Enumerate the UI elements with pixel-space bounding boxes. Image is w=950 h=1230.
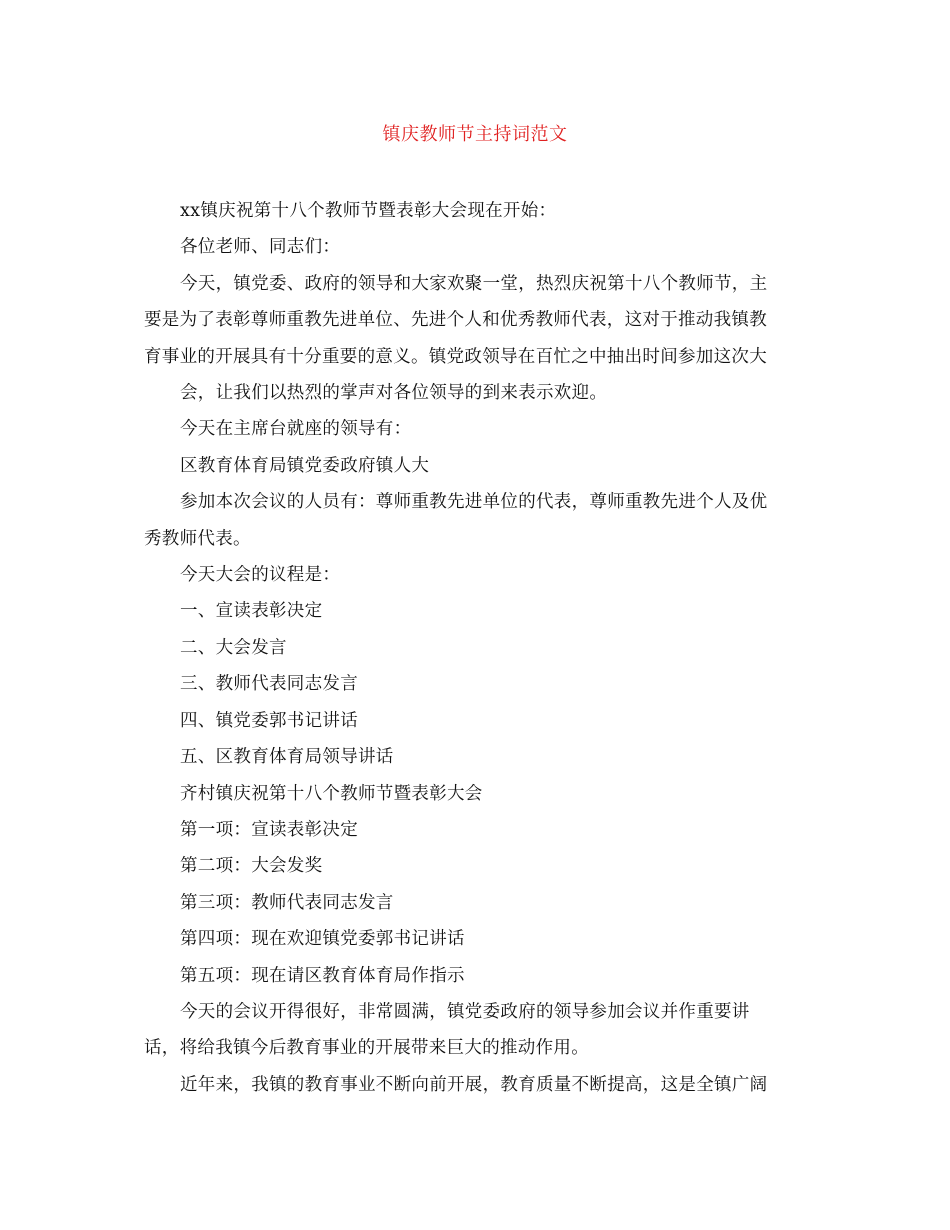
paragraph-line: xx镇庆祝第十八个教师节暨表彰大会现在开始： [180, 201, 557, 221]
paragraph-line: 第二项：大会发奖 [180, 856, 323, 877]
paragraph-line: 要是为了表彰尊师重教先进单位、先进个人和优秀教师代表，这对于推动我镇教 [144, 310, 767, 331]
paragraph-line: 区教育体育局镇党委政府镇人大 [180, 455, 430, 476]
paragraph-line: 参加本次会议的人员有：尊师重教先进单位的代表，尊师重教先进个人及优 [180, 492, 768, 513]
paragraph [144, 229, 796, 265]
paragraph-line: 秀教师代表。 [144, 528, 251, 549]
paragraph-line: 第四项：现在欢迎镇党委郭书记讲话 [180, 929, 465, 950]
paragraph-line: 二、大会发言 [180, 637, 287, 658]
paragraph [144, 557, 796, 593]
paragraph [144, 484, 796, 557]
paragraph-line: 三、教师代表同志发言 [180, 674, 358, 695]
paragraph [144, 885, 796, 921]
paragraph [144, 630, 796, 666]
paragraph [144, 739, 796, 775]
paragraph [144, 448, 796, 484]
paragraph [144, 1067, 796, 1103]
paragraph [144, 848, 796, 884]
paragraph [144, 193, 796, 229]
paragraph-line: 五、区教育体育局领导讲话 [180, 747, 394, 768]
paragraph [144, 994, 796, 1067]
paragraph-line: 第三项：教师代表同志发言 [180, 892, 394, 913]
paragraph [144, 921, 796, 957]
paragraph [144, 812, 796, 848]
paragraph [144, 411, 796, 447]
paragraph [144, 266, 796, 375]
document-body [144, 193, 796, 1103]
paragraph-line: 今天的会议开得很好，非常圆满，镇党委政府的领导参加会议并作重要讲 [180, 1001, 750, 1022]
paragraph-line: 四、镇党委郭书记讲话 [180, 710, 358, 731]
paragraph-line: 第一项：宣读表彰决定 [180, 819, 358, 840]
paragraph-line: 齐村镇庆祝第十八个教师节暨表彰大会 [180, 783, 483, 804]
paragraph [144, 776, 796, 812]
paragraph-line: 今天在主席台就座的领导有： [180, 419, 412, 440]
paragraph [144, 375, 796, 411]
paragraph-line: 第五项：现在请区教育体育局作指示 [180, 965, 465, 986]
paragraph-line: 近年来，我镇的教育事业不断向前开展，教育质量不断提高，这是全镇广阔 [180, 1074, 768, 1095]
paragraph-line: 话，将给我镇今后教育事业的开展带来巨大的推动作用。 [144, 1038, 589, 1059]
document-title: 镇庆教师节主持词范文 [382, 124, 568, 145]
paragraph [144, 703, 796, 739]
paragraph-line: 一、宣读表彰决定 [180, 601, 323, 622]
paragraph [144, 958, 796, 994]
paragraph [144, 593, 796, 629]
paragraph-line: 今天大会的议程是： [180, 565, 341, 586]
paragraph-line: 会，让我们以热烈的掌声对各位领导的到来表示欢迎。 [180, 383, 608, 404]
paragraph-line: 各位老师、同志们： [180, 237, 341, 258]
paragraph-line: 育事业的开展具有十分重要的意义。镇党政领导在百忙之中抽出时间参加这次大 [144, 346, 767, 367]
paragraph-line: 今天，镇党委、政府的领导和大家欢聚一堂，热烈庆祝第十八个教师节，主 [180, 273, 768, 294]
paragraph [144, 666, 796, 702]
